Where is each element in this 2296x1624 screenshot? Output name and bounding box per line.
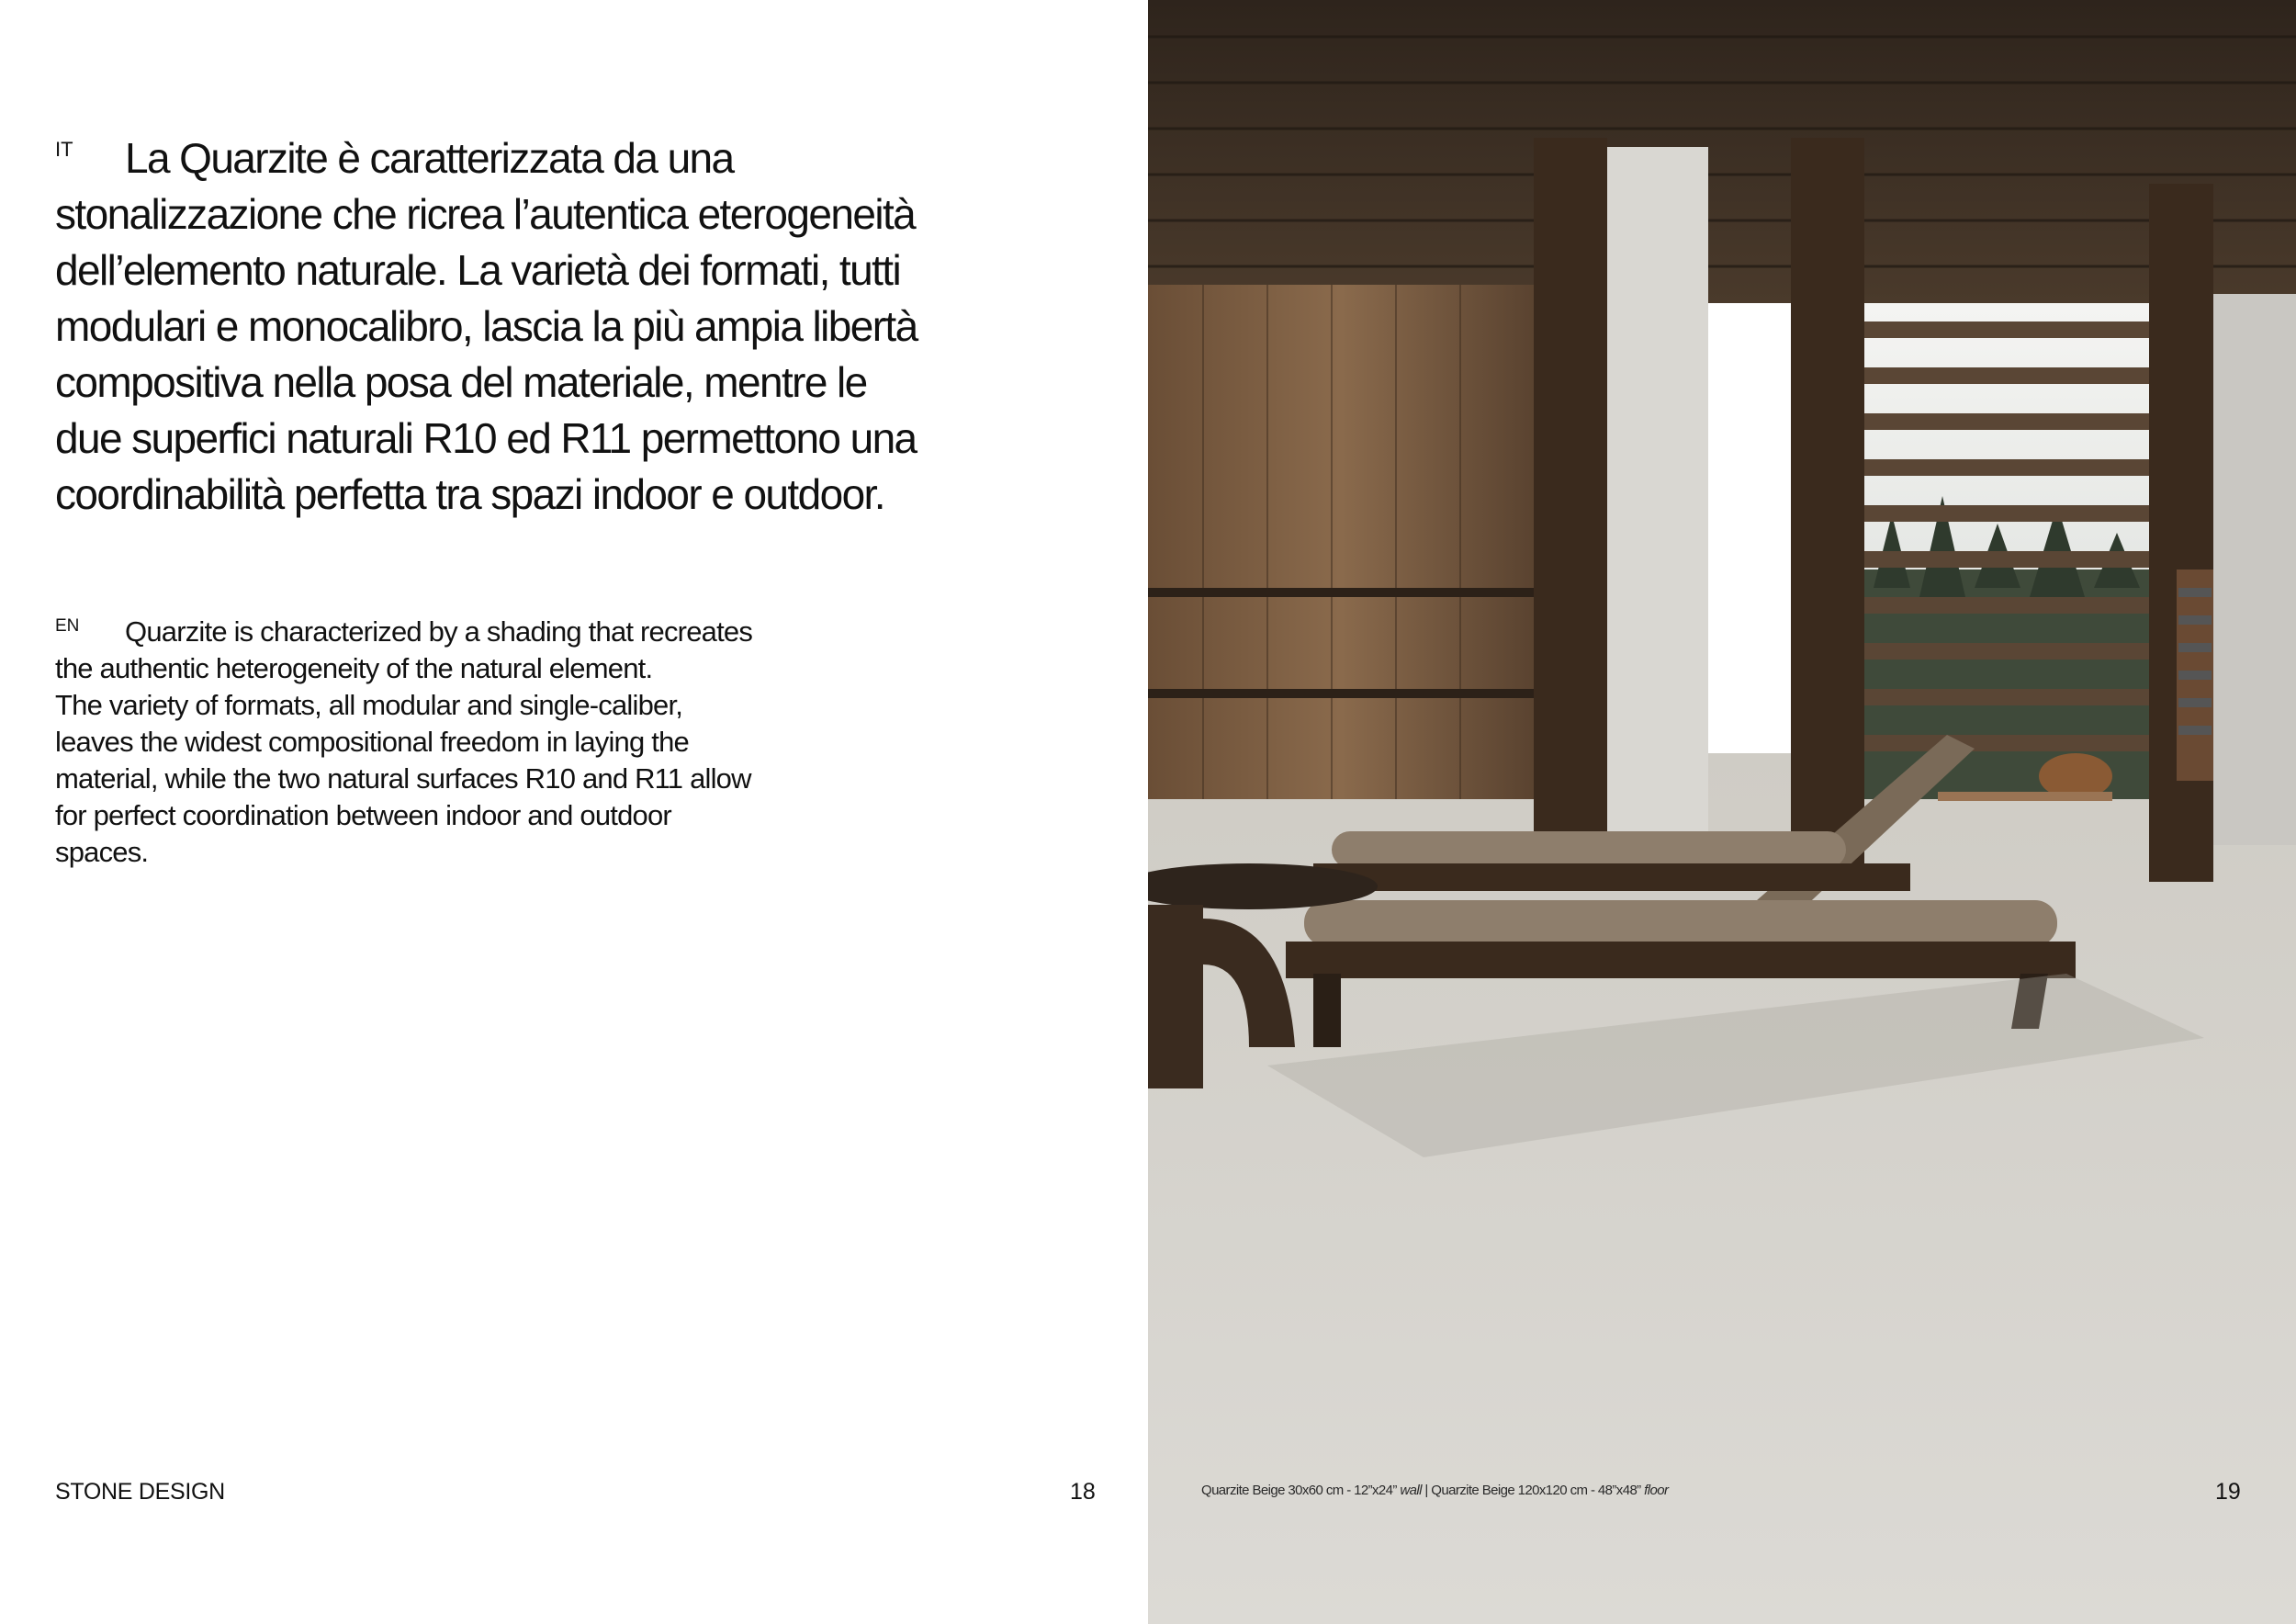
photo-caption — [1201, 1483, 1668, 1498]
page-number-right: 19 — [2215, 1479, 2241, 1505]
en-line-1: the authentic heterogeneity of the natural element. — [55, 652, 653, 684]
page-number-left: 18 — [1070, 1479, 1096, 1505]
it-line-1: stonalizzazione che ricrea l’autentica eterogeneità — [55, 190, 916, 238]
caption-wall-spec: Quarzite Beige 30x60 cm - 12”x24” — [1201, 1483, 1401, 1498]
english-paragraph — [55, 614, 827, 871]
it-line-3: modulari e monocalibro, lascia la più ampia libertà — [55, 302, 917, 350]
italian-paragraph — [55, 130, 1029, 523]
en-line-4: material, while the two natural surfaces R10 and R11 allow — [55, 762, 751, 795]
it-line-4: compositiva nella posa del materiale, mentre le — [55, 358, 867, 406]
it-line-2: dell’elemento naturale. La varietà dei formati, tutti — [55, 246, 901, 294]
it-line-6: coordinabilità perfetta tra spazi indoor e outdoor. — [55, 470, 884, 518]
en-language-tag: EN — [55, 616, 80, 636]
caption-floor-word: floor — [1644, 1483, 1669, 1498]
caption-wall-word: wall — [1400, 1483, 1422, 1498]
it-line-0: La Quarzite è caratterizzata da una — [125, 134, 734, 182]
en-line-3: leaves the widest compositional freedom in laying the — [55, 726, 689, 758]
interior-photo — [1148, 0, 2296, 1624]
en-line-6: spaces. — [55, 836, 149, 868]
en-line-5: for perfect coordination between indoor and outdoor — [55, 799, 671, 831]
en-line-2: The variety of formats, all modular and single-caliber, — [55, 689, 683, 721]
footer-brand: STONE DESIGN — [55, 1479, 225, 1505]
en-line-0: Quarzite is characterized by a shading that recreates — [125, 615, 753, 648]
it-line-5: due superfici naturali R10 ed R11 permettono una — [55, 414, 917, 462]
right-page — [1148, 0, 2296, 1624]
caption-separator: | — [1421, 1483, 1432, 1498]
caption-floor-spec: Quarzite Beige 120x120 cm - 48”x48” — [1431, 1483, 1645, 1498]
it-language-tag: IT — [55, 138, 73, 161]
